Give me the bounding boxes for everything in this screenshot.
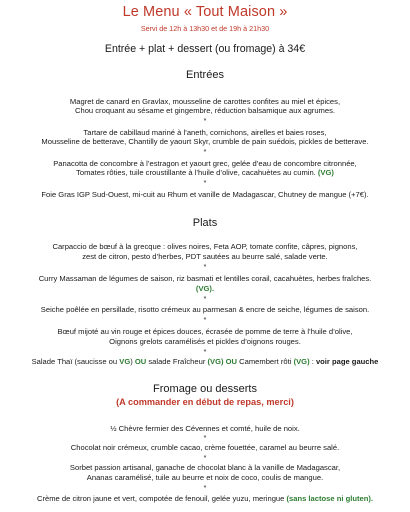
separator: * (203, 118, 207, 125)
menu-formula: Entrée + plat + dessert (ou fromage) à 34€ (104, 43, 306, 55)
diet-tag: (sans lactose ni gluten). (286, 494, 373, 503)
order-note: (A commander en début de repas, merci) (116, 397, 294, 407)
section-heading-plats: Plats (192, 217, 218, 229)
plat-5-line-1 (0, 357, 410, 366)
dessert-2-line-1: Chocolat noir crémeux, crumble cacao, crème fouettée, caramel au beurre salé. (70, 443, 340, 452)
dessert-1-line-1: ½ Chèvre fermier des Cévennes et comté, huile de noix. (110, 424, 300, 433)
separator: * (203, 349, 207, 356)
plat-2-line-2 (0, 284, 410, 293)
service-hours: Servi de 12h à 13h30 et de 19h à 21h30 (140, 24, 270, 33)
salad-text: Salade Thaï (saucisse ou (31, 357, 120, 366)
dessert-3-line-2: Ananas caramélisé, tuile au beurre et noix de coco, coulis de mangue. (86, 473, 324, 482)
entree-3-line-1: Panacotta de concombre à l’estragon et yaourt grec, gelée d’eau de concombre citronnée, (53, 159, 357, 168)
entree-1-line-2: Chou croquant au sésame et gingembre, réduction balsamique aux agrumes. (74, 106, 336, 115)
section-heading-desserts: Fromage ou desserts (153, 383, 257, 395)
salad-text: salade Fraîcheur (146, 357, 208, 366)
vegetarian-tag: (VG) (293, 357, 310, 366)
dessert-3-line-1: Sorbet passion artisanal, ganache de chocolat blanc à la vanille de Madagascar, (69, 463, 341, 472)
vegetarian-tag: (VG) (317, 168, 334, 177)
salad-text: Camembert rôti (237, 357, 294, 366)
separator: * (203, 264, 207, 271)
separator: * (203, 435, 207, 442)
or-label: OU (134, 357, 147, 366)
vegetarian-tag: (VG). (195, 284, 215, 293)
plat-2-line-1: Curry Massaman de légumes de saison, riz basmati et lentilles corail, cacahuètes, herbes fraîches. (38, 274, 372, 283)
salad-text: : (309, 357, 316, 366)
vegetarian-tag: VG (119, 357, 131, 366)
vegetarian-tag: (VG) (207, 357, 224, 366)
separator: * (203, 485, 207, 492)
or-label: OU (223, 357, 238, 366)
separator: * (203, 455, 207, 462)
separator: * (203, 317, 207, 324)
entree-3-text: Tomates rôties, tuile croustillante à l’huile d’olive, cacahuètes au cumin. (76, 168, 318, 177)
plat-3-line-1: Seiche poêlée en persillade, risotto crémeux au parmesan & encre de seiche, légumes de saison. (40, 305, 370, 314)
plat-1-line-1: Carpaccio de bœuf à la grecque : olives noires, Feta AOP, tomate confite, câpres, pignons, (52, 242, 358, 251)
entree-2-line-2: Mousseline de betterave, Chantilly de yaourt Skyr, crumble de pain suédois, pickles de betterave. (41, 137, 369, 146)
entree-4-line-1: Foie Gras IGP Sud-Ouest, mi-cuit au Rhum et vanille de Madagascar, Chutney de mangue (+7€). (41, 190, 369, 199)
separator: * (203, 149, 207, 156)
dessert-4-line-1 (0, 494, 410, 503)
section-heading-entrees: Entrées (186, 69, 224, 81)
plat-4-line-2: Oignons grelots caramélisés et pickles d’oignons rouges. (109, 337, 301, 346)
entree-3-line-2 (0, 168, 410, 177)
salad-text: ) (130, 357, 135, 366)
plat-1-line-2: zest de citron, pesto d’herbes, PDT sautées au beurre salé, salade verte. (82, 252, 328, 261)
entree-1-line-1: Magret de canard en Gravlax, mousseline de carottes confites au miel et épices, (69, 97, 341, 106)
separator: * (203, 296, 207, 303)
menu-title: Le Menu « Tout Maison » (122, 4, 288, 20)
separator: * (203, 180, 207, 187)
plat-4-line-1: Bœuf mijoté au vin rouge et épices douces, écrasée de pomme de terre à l’huile d’olive, (57, 327, 353, 336)
see-left-page-note: voir page gauche (315, 357, 379, 366)
dessert-text: Crème de citron jaune et vert, compotée de fenouil, gelée yuzu, meringue (37, 494, 287, 503)
entree-2-line-1: Tartare de cabillaud mariné à l’aneth, cornichons, airelles et baies roses, (83, 128, 327, 137)
